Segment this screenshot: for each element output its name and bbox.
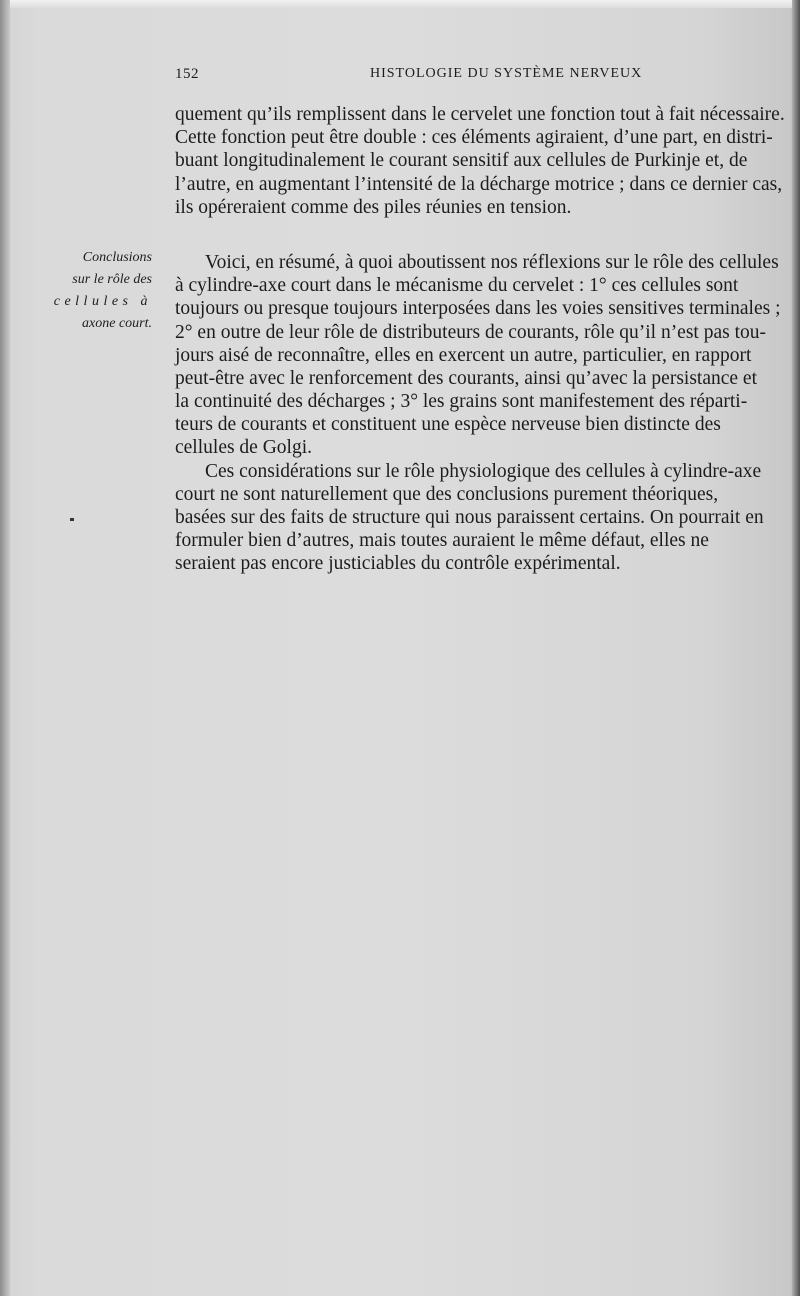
text-line: à cylindre-axe court dans le mécanisme du cervelet : 1° ces cellules sont [175, 275, 739, 297]
paragraph-3 [175, 460, 800, 576]
text-line: cellules de Golgi. [175, 437, 313, 459]
text-line: ils opéreraient comme des piles réunies en tension. [175, 196, 572, 218]
text-line: Cette fonction peut être double : ces éléments agiraient, d’une part, en distri- [175, 127, 773, 149]
binding-shadow [0, 0, 10, 1296]
body-text [175, 103, 800, 576]
text-line: quement qu’ils remplissent dans le cervelet une fonction tout à fait nécessaire. [175, 104, 785, 125]
paragraph-2 [175, 251, 800, 460]
running-header [175, 66, 790, 88]
running-title: HISTOLOGIE DU SYSTÈME NERVEUX [370, 66, 643, 81]
margin-note-line: Conclusions [82, 250, 152, 265]
text-line: jours aisé de reconnaître, elles en exercent un autre, particulier, en rapport [175, 344, 752, 366]
text-line: Ces considérations sur le rôle physiologique des cellules à cylindre-axe [205, 460, 762, 482]
top-edge [0, 0, 800, 8]
text-line: teurs de courants et constituent une espèce nerveuse bien distincte des [175, 414, 721, 436]
text-line: la continuité des décharges ; 3° les grains sont manifestement des réparti- [175, 391, 748, 413]
text-line: buant longitudinalement le courant sensitif aux cellules de Purkinje et, de [175, 150, 748, 172]
page-number: 152 [175, 66, 199, 82]
margin-note-line: sur le rôle des [72, 272, 152, 287]
text-line: l’autre, en augmentant l’intensité de la décharge motrice ; dans ce dernier cas, [175, 173, 783, 195]
text-line: 2° en outre de leur rôle de distributeurs de courants, rôle qu’il n’est pas tou- [175, 321, 766, 343]
text-line: peut-être avec le renforcement des courants, ainsi qu’avec la persistance et [175, 367, 758, 389]
margin-note [40, 247, 152, 335]
text-line: formuler bien d’autres, mais toutes auraient le même défaut, elles ne [175, 530, 709, 552]
text-line: toujours ou presque toujours interposées dans les voies sensitives terminales ; [175, 298, 781, 320]
paragraph-1 [175, 103, 800, 219]
stray-mark [70, 518, 74, 521]
text-line: Voici, en résumé, à quoi aboutissent nos réflexions sur le rôle des cellules [205, 251, 779, 273]
text-line: court ne sont naturellement que des conclusions purement théoriques, [175, 483, 719, 505]
margin-note-line: cellules à [53, 294, 152, 309]
margin-note-line: axone court. [82, 316, 152, 331]
text-line: seraient pas encore justiciables du contrôle expérimental. [175, 553, 621, 575]
text-line: basées sur des faits de structure qui nous paraissent certains. On pourrait en [175, 507, 764, 528]
